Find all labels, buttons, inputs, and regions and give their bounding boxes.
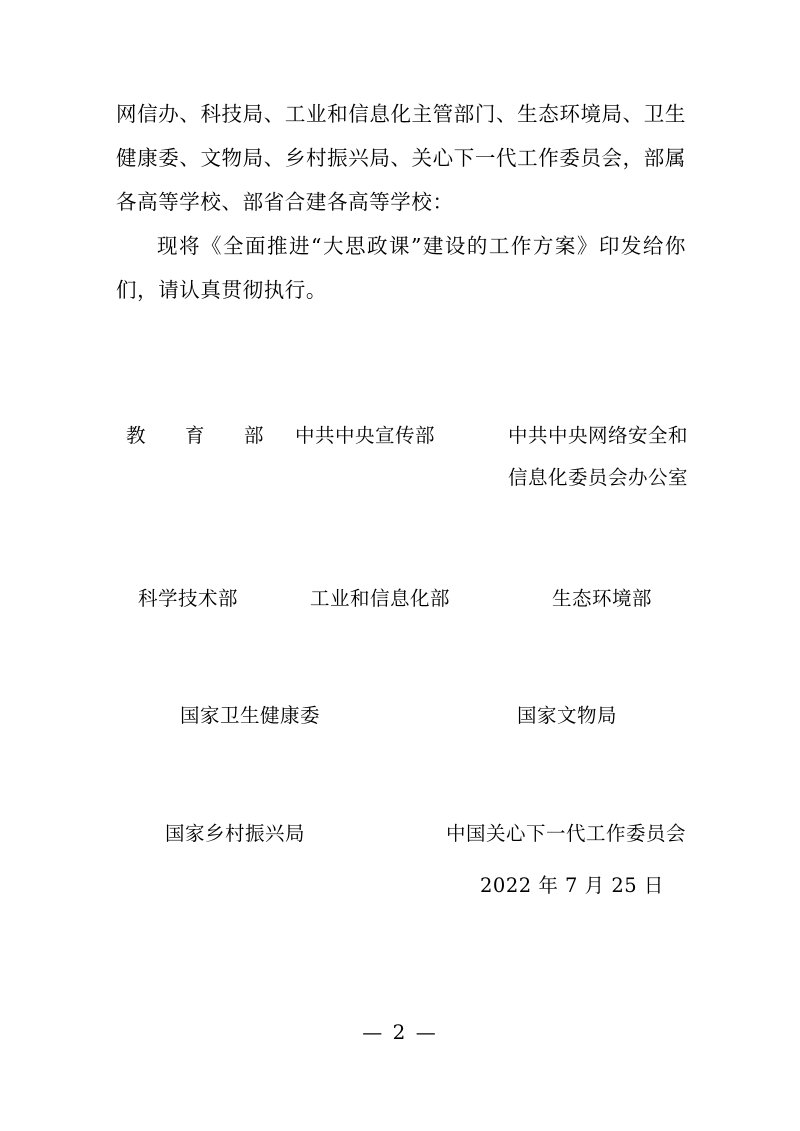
signature-national-health-commission: 国家卫生健康委	[180, 704, 321, 727]
paragraph-notice: 现将《全面推进“大思政课”建设的工作方案》印发给你们，请认真贯彻执行。	[116, 234, 686, 302]
signature-national-rural-revitalization: 国家乡村振兴局	[165, 822, 306, 845]
document-body	[116, 92, 686, 312]
signature-cac-line2: 信息化委员会办公室	[508, 466, 689, 489]
signature-ministry-ecology-environment: 生态环境部	[552, 587, 653, 610]
signature-ministry-of-education: 教 育 部	[126, 424, 274, 447]
signature-cpc-publicity-dept: 中共中央宣传部	[295, 424, 436, 447]
signature-next-generation-committee: 中国关心下一代工作委员会	[446, 822, 687, 845]
signature-row-3	[0, 700, 800, 740]
signature-national-cultural-heritage-admin: 国家文物局	[517, 704, 618, 727]
signature-row-2	[0, 583, 800, 623]
page-number: — 2 —	[362, 1020, 438, 1044]
paragraph-recipients: 网信办、科技局、工业和信息化主管部门、生态环境局、卫生健康委、文物局、乡村振兴局、关心下一代工作委员会，部属各高等学校、部省合建各高等学校：	[116, 102, 686, 214]
signature-cac-line1: 中共中央网络安全和	[508, 424, 689, 447]
signature-row-1	[0, 420, 800, 489]
signature-ministry-of-science-tech: 科学技术部	[138, 587, 239, 610]
signature-row-4	[0, 818, 800, 897]
signature-date: 2022 年 7 月 25 日	[480, 874, 664, 897]
signature-ministry-industry-it: 工业和信息化部	[310, 587, 451, 610]
